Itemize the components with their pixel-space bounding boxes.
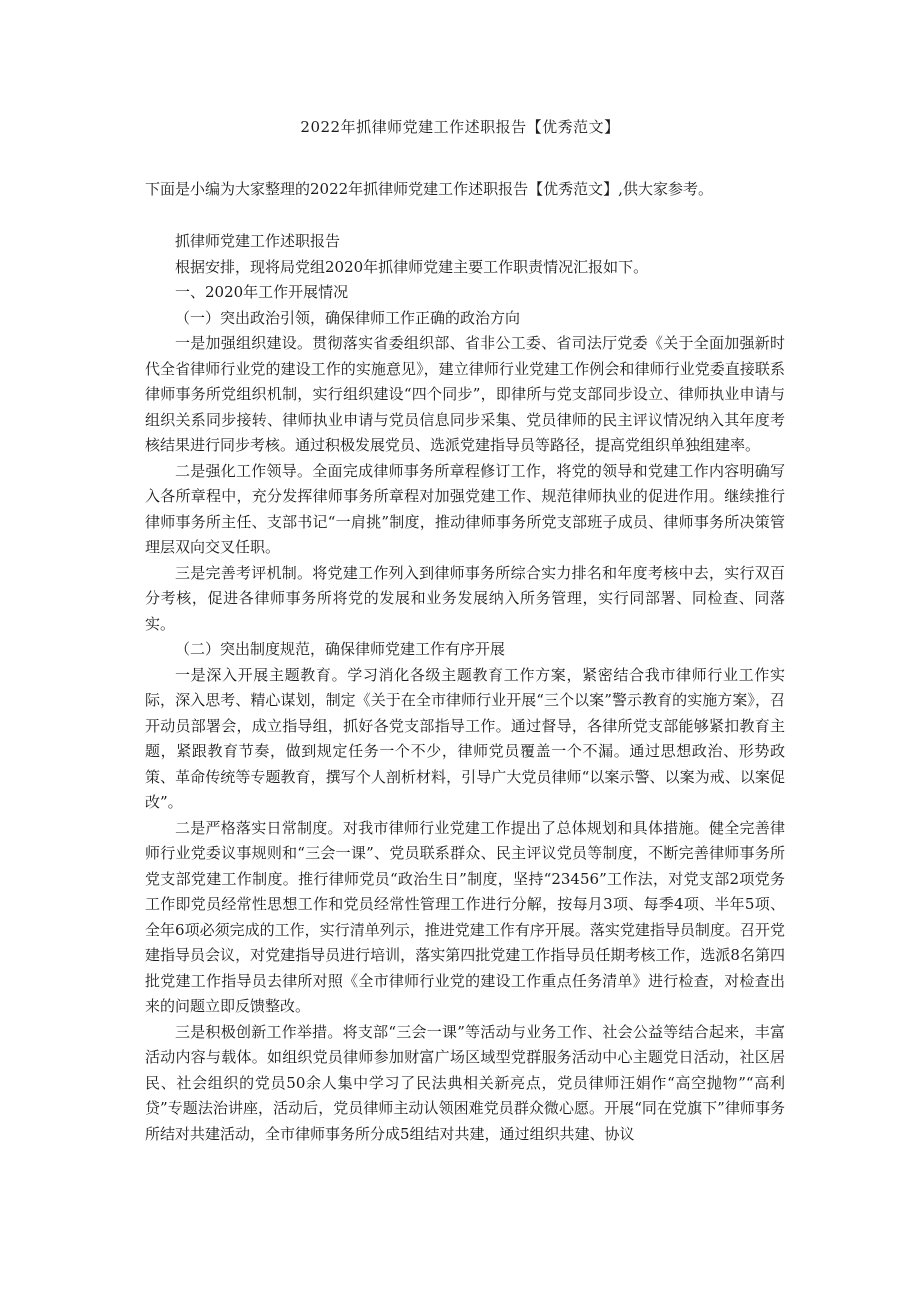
body-paragraph: 三是积极创新工作举措。将支部“三会一课”等活动与业务工作、社会公益等结合起来，丰富活动内容与载体。如组织党员律师参加财富广场区域型党群服务活动中心主题党日活动，社区居民、社会组织的党员50余人集中学习了民法典相关新亮点，党员律师汪娟作“高空抛物”“高利贷”专题法治讲座，活动后，党员律师主动认领困难党员群众微心愿。开展“同在党旗下”律师事务所结对共建活动，全市律师事务所分成5组结对共建，通过组织共建、协议 [145, 1022, 785, 1143]
document-body [145, 229, 785, 1147]
body-paragraph: 三是完善考评机制。将党建工作列入到律师事务所综合实力排名和年度考核中去，实行双百分考核，促进各律师事务所将党的发展和业务发展纳入所务管理，实行同部署、同检查、同落实。 [145, 563, 785, 633]
report-heading: 抓律师党建工作述职报告 [175, 232, 341, 250]
body-paragraph: 一是深入开展主题教育。学习消化各级主题教育工作方案，紧密结合我市律师行业工作实际，深入思考、精心谋划，制定《关于在全市律师行业开展“三个以案”警示教育的实施方案》，召开动员部署会，成立指导组，抓好各党支部指导工作。通过督导，各律所党支部能够紧扣教育主题，紧跟教育节奏，做到规定任务一个不少，律师党员覆盖一个不漏。通过思想政治、形势政策、革命传统等专题教育，撰写个人剖析材料，引导广大党员律师“以案示警、以案为戒、以案促改”。 [145, 665, 785, 811]
body-paragraph: 二是强化工作领导。全面完成律师事务所章程修订工作，将党的领导和党建工作内容明确写入各所章程中，充分发挥律师事务所章程对加强党建工作、规范律师执业的促进作用。继续推行律师事务所主任、支部书记“一肩挑”制度，推动律师事务所党支部班子成员、律师事务所决策管理层双向交叉任职。 [145, 461, 785, 556]
intro-paragraph: 下面是小编为大家整理的2022年抓律师党建工作述职报告【优秀范文】,供大家参考。 [145, 180, 713, 198]
subsection-heading-1: （一）突出政治引领，确保律师工作正确的政治方向 [175, 308, 521, 327]
section-heading-1: 一、2020年工作开展情况 [175, 283, 349, 301]
body-paragraph: 一是加强组织建设。贯彻落实省委组织部、省非公工委、省司法厅党委《关于全面加强新时代全省律师行业党的建设工作的实施意见》，建立律师行业党建工作例会和律师行业党委直接联系律师事务所党组织机制，实行组织建设“四个同步”，即律所与党支部同步设立、律师执业申请与组织关系同步接转、律师执业申请与党员信息同步采集、党员律师的民主评议情况纳入其年度考核结果进行同步考核。通过积极发展党员、选派党建指导员等路径，提高党组织单独组建率。 [145, 334, 785, 454]
document-title: 2022年抓律师党建工作述职报告【优秀范文】 [300, 118, 620, 136]
opening-paragraph: 根据安排，现将局党组2020年抓律师党建主要工作职责情况汇报如下。 [175, 257, 649, 276]
subsection-heading-2: （二）突出制度规范，确保律师党建工作有序开展 [175, 640, 506, 658]
body-paragraph: 二是严格落实日常制度。对我市律师行业党建工作提出了总体规划和具体措施。健全完善律师行业党委议事规则和“三会一课”、党员联系群众、民主评议党员等制度，不断完善律师事务所党支部党建工作制度。推行律师党员“政治生日”制度，坚持“23456”工作法，对党支部2项党务工作即党员经常性思想工作和党员经常性管理工作进行分解，按每月3项、每季4项、半年5项、全年6项必须完成的工作，实行清单列示，推进党建工作有序开展。落实党建指导员制度。召开党建指导员会议，对党建指导员进行培训，落实第四批党建工作指导员任期考核工作，选派8名第四批党建工作指导员去律所对照《全市律师行业党的建设工作重点任务清单》进行检查，对检查出来的问题立即反馈整改。 [145, 818, 785, 1015]
